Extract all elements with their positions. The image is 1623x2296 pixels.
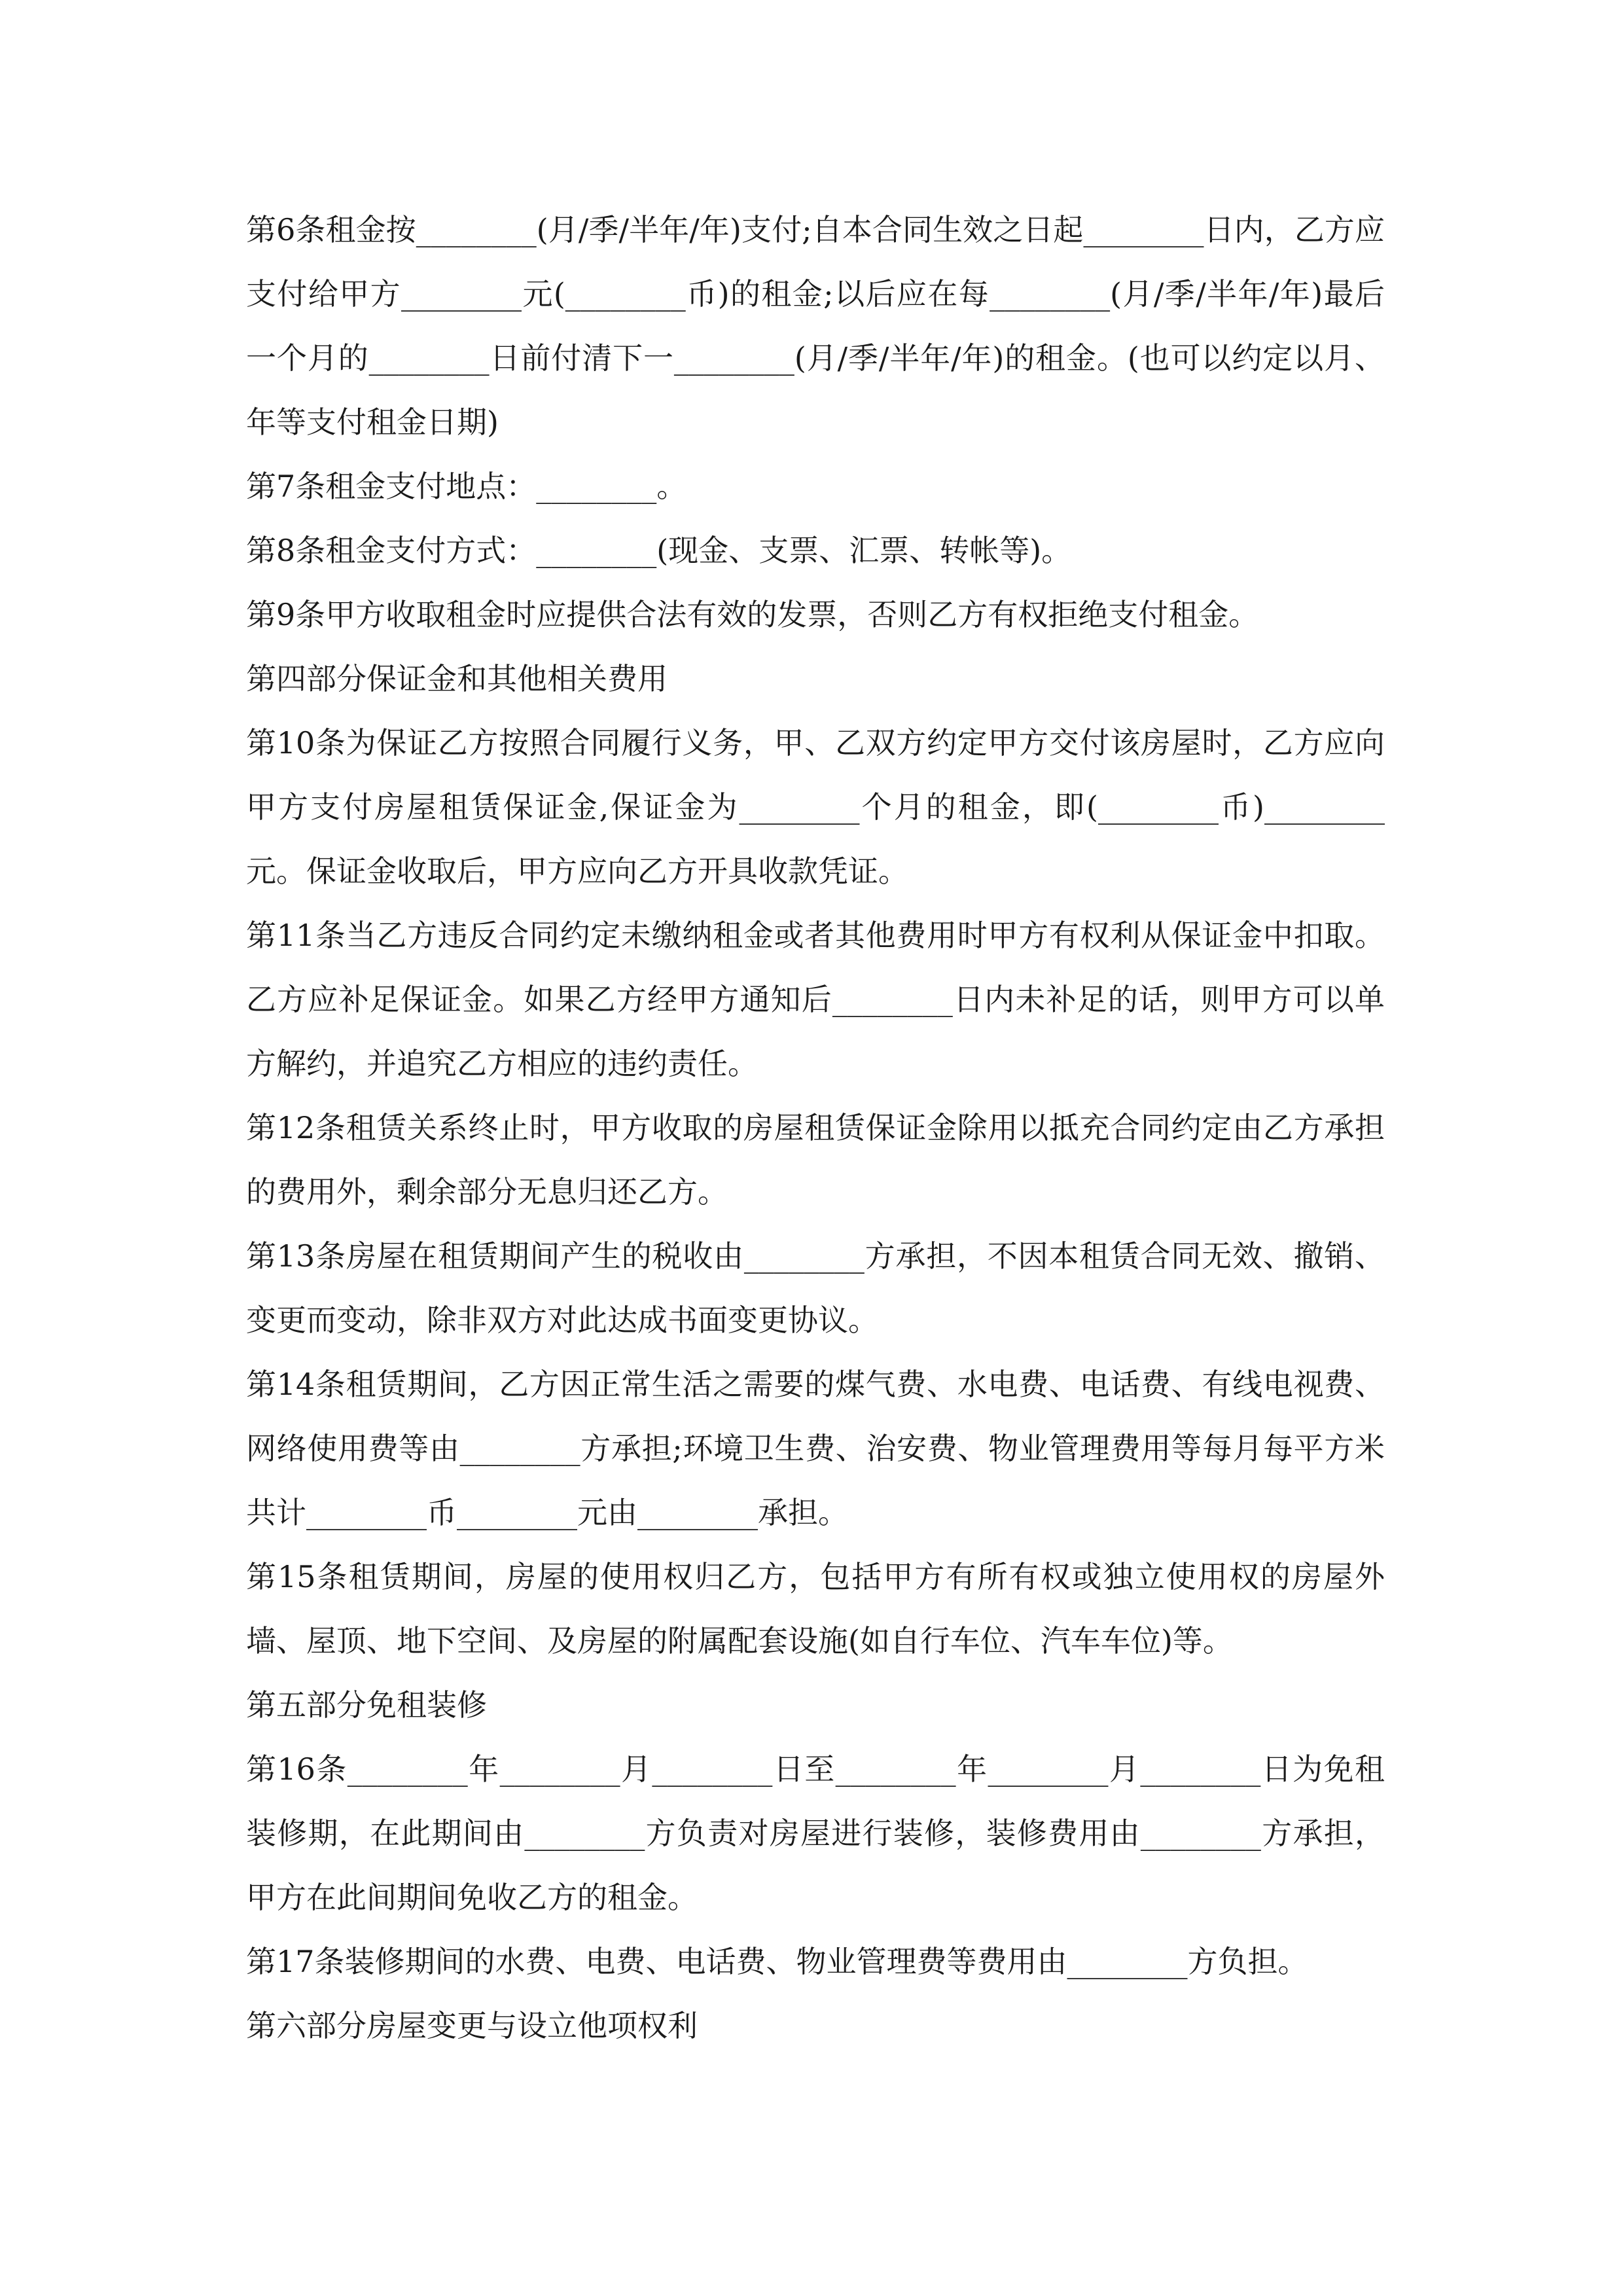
article-12: 第12条租赁关系终止时，甲方收取的房屋租赁保证金除用以抵充合同约定由乙方承担的费用外，剩余部分无息归还乙方。: [246, 1110, 1385, 1210]
article-8: 第8条租金支付方式：________(现金、支票、汇票、转帐等)。: [246, 533, 1072, 568]
article-9: 第9条甲方收取租金时应提供合法有效的发票，否则乙方有权拒绝支付租金。: [246, 597, 1259, 632]
section-heading-5: 第五部分免租装修: [246, 1687, 487, 1723]
article-6: 第6条租金按________(月/季/半年/年)支付;自本合同生效之日起________日内，乙方应支付给甲方________元(________币)的租金;以后应在每________(月/季/半年/年)最后一个月的________日前付清下一________(月/季/半年/年)的租金。(也可以约定以月、年等支付租金日期): [246, 212, 1385, 440]
article-10: 第10条为保证乙方按照合同履行义务，甲、乙双方约定甲方交付该房屋时，乙方应向甲方支付房屋租赁保证金,保证金为________个月的租金，即(________币)________元。保证金收取后，甲方应向乙方开具收款凭证。: [246, 725, 1385, 889]
section-heading-6: 第六部分房屋变更与设立他项权利: [246, 2008, 698, 2043]
article-13: 第13条房屋在租赁期间产生的税收由________方承担，不因本租赁合同无效、撤销、变更而变动，除非双方对此达成书面变更协议。: [246, 1238, 1385, 1338]
article-11: 第11条当乙方违反合同约定未缴纳租金或者其他费用时甲方有权利从保证金中扣取。乙方应补足保证金。如果乙方经甲方通知后________日内未补足的话，则甲方可以单方解约，并追究乙方相应的违约责任。: [246, 918, 1385, 1081]
article-17: 第17条装修期间的水费、电费、电话费、物业管理费等费用由________方负担。: [246, 1944, 1308, 1979]
article-15: 第15条租赁期间，房屋的使用权归乙方，包括甲方有所有权或独立使用权的房屋外墙、屋顶、地下空间、及房屋的附属配套设施(如自行车位、汽车车位)等。: [246, 1559, 1385, 1659]
article-16: 第16条________年________月________日至________年________月________日为免租装修期，在此期间由________方负责对房屋进行装修，装修费用由________方承担，甲方在此间期间免收乙方的租金。: [246, 1751, 1385, 1915]
article-7: 第7条租金支付地点：________。: [246, 469, 687, 504]
document-body: [246, 198, 1385, 2058]
section-heading-4: 第四部分保证金和其他相关费用: [246, 661, 668, 696]
article-14: 第14条租赁期间，乙方因正常生活之需要的煤气费、水电费、电话费、有线电视费、网络使用费等由________方承担;环境卫生费、治安费、物业管理费用等每月每平方米共计________币________元由________承担。: [246, 1367, 1385, 1530]
